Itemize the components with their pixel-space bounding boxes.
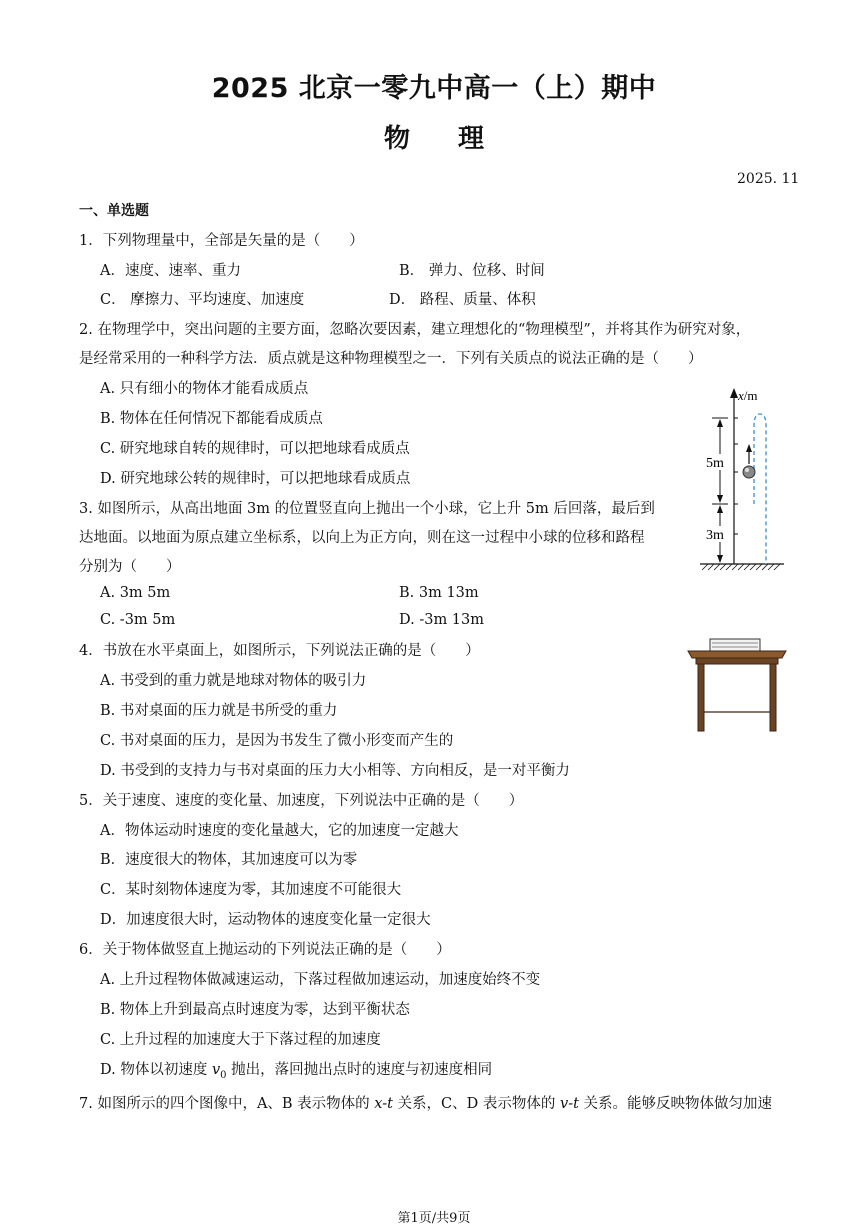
q6-option-c: C. 上升过程的加速度大于下落过程的加速度: [100, 1032, 381, 1048]
q6-option-a: A. 上升过程物体做减速运动，下落过程做加速运动，加速度始终不变: [100, 972, 541, 988]
axis-label: x/m: [738, 388, 758, 403]
table-leg-left: [698, 664, 704, 731]
q7-stem: [79, 1092, 772, 1113]
q3-figure: [698, 384, 794, 572]
q2-option-d: D. 研究地球公转的规律时，可以把地球看成质点: [100, 471, 411, 487]
ball-arrow-head: [746, 444, 752, 452]
q3-option-a: A. 3m 5m: [100, 585, 171, 601]
q2-option-c: C. 研究地球自转的规律时，可以把地球看成质点: [100, 441, 410, 457]
q3-stem-line1: 3. 如图所示，从高出地面 3m 的位置竖直向上抛出一个小球，它上升 5m 后回落，最后到: [79, 501, 655, 517]
q3-stem-line3: 分别为（ ）: [79, 559, 181, 575]
q6-option-d-post: 抛出，落回抛出点时的速度与初速度相同: [226, 1062, 493, 1078]
q5-option-c: C．某时刻物体速度为零，其加速度不可能很大: [100, 882, 402, 898]
q6-option-d: [100, 1058, 492, 1081]
dim3-arrow-down: [717, 555, 723, 563]
q1-option-d: D． 路程、质量、体积: [389, 292, 536, 308]
label-5m: 5m: [706, 456, 724, 471]
q5-option-d: D．加速度很大时，运动物体的速度变化量一定很大: [100, 912, 431, 928]
table-leg-right: [770, 664, 776, 731]
q3-option-d: D. -3m 13m: [399, 612, 485, 628]
dim-arrow-up: [717, 419, 723, 427]
q1-option-c: C． 摩擦力、平均速度、加速度: [100, 292, 305, 308]
page-footer: 第1页/共9页: [397, 1211, 471, 1226]
q2-option-b: B. 物体在任何情况下都能看成质点: [100, 411, 323, 427]
exam-date: 2025. 11: [737, 171, 800, 187]
q1-option-a: A．速度、速率、重力: [100, 263, 241, 279]
q2-stem-line2: 是经常采用的一种科学方法．质点就是这种物理模型之一．下列有关质点的说法正确的是（ ）: [79, 351, 703, 367]
ground-hatch: [702, 564, 780, 570]
ball-highlight: [745, 468, 749, 472]
q4-stem: 4．书放在水平桌面上，如图所示，下列说法正确的是（ ）: [79, 643, 480, 659]
q3-option-b: B. 3m 13m: [399, 585, 479, 601]
q4-figure: [686, 634, 790, 734]
x-axis-arrow: [730, 388, 738, 398]
q4-option-a: A. 书受到的重力就是地球对物体的吸引力: [100, 673, 367, 689]
q4-option-b: B. 书对桌面的压力就是书所受的重力: [100, 703, 338, 719]
q1-option-b: B． 弹力、位移、时间: [399, 263, 545, 279]
dim3-arrow-up: [717, 505, 723, 513]
q7-mid: 关系，C、D 表示物体的: [392, 1096, 560, 1112]
subject-title: 物理: [384, 124, 533, 154]
q6-option-d-pre: D. 物体以初速度: [100, 1062, 212, 1078]
q3-stem-line2: 达地面。以地面为原点建立坐标系，以向上为正方向，则在这一过程中小球的位移和路程: [79, 530, 645, 546]
q6-stem: 6．关于物体做竖直上抛运动的下列说法正确的是（ ）: [79, 942, 451, 958]
book: [710, 639, 760, 651]
q7-post: 关系。能够反映物体做匀加速: [578, 1096, 773, 1112]
dim-arrow-down: [717, 495, 723, 503]
q2-option-a: A. 只有细小的物体才能看成质点: [100, 381, 309, 397]
q7-pre: 7. 如图所示的四个图像中，A、B 表示物体的: [79, 1096, 375, 1112]
q3-option-c: C. -3m 5m: [100, 612, 176, 628]
q7-var-vt: v-t: [560, 1096, 579, 1112]
label-3m: 3m: [706, 528, 724, 543]
q5-option-a: A．物体运动时速度的变化量越大，它的加速度一定越大: [100, 823, 459, 839]
q1-stem: 1．下列物理量中，全部是矢量的是（ ）: [79, 233, 364, 249]
table-apron: [696, 658, 778, 664]
q4-option-c: C. 书对桌面的压力，是因为书发生了微小形变而产生的: [100, 733, 454, 749]
q6-option-b: B. 物体上升到最高点时速度为零，达到平衡状态: [100, 1002, 410, 1018]
q7-var-xt: x-t: [374, 1096, 393, 1112]
q5-option-b: B．速度很大的物体，其加速度可以为零: [100, 852, 358, 868]
table-top: [688, 651, 786, 658]
q4-option-d: D. 书受到的支持力与书对桌面的压力大小相等、方向相反，是一对平衡力: [100, 763, 570, 779]
ball: [743, 466, 755, 478]
section-heading: 一、单选题: [79, 203, 149, 219]
var-v: v: [211, 1062, 221, 1078]
trajectory-path: [754, 414, 766, 564]
exam-title: 2025 北京一零九中高一（上）期中: [211, 73, 657, 104]
var-sub: 0: [220, 1069, 227, 1081]
q5-stem: 5．关于速度、速度的变化量、加速度，下列说法中正确的是（ ）: [79, 793, 524, 809]
q2-stem-line1: 2. 在物理学中，突出问题的主要方面，忽略次要因素，建立理想化的“物理模型”，并将其作为研究对象，: [79, 322, 751, 338]
